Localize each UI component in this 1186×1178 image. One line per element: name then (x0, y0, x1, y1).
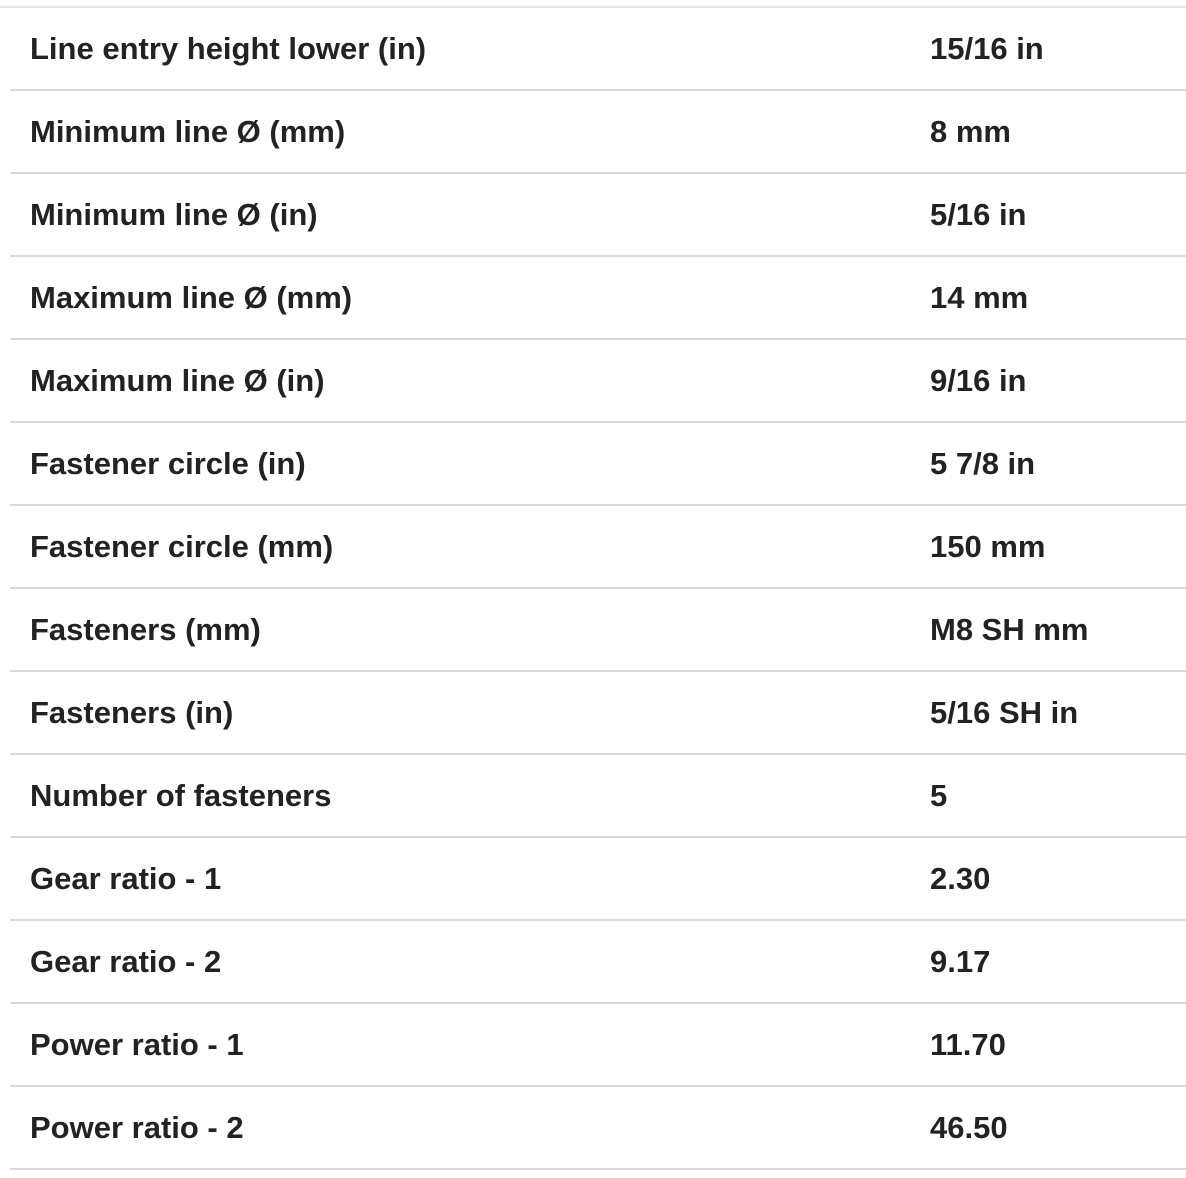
spec-label: Gear ratio - 1 (10, 837, 930, 920)
specifications-table (10, 8, 1186, 1170)
table-row (10, 90, 1186, 173)
spec-value: 11.70 (930, 1003, 1186, 1086)
spec-value: 15/16 in (930, 8, 1186, 90)
spec-label: Fastener circle (mm) (10, 505, 930, 588)
table-row (10, 339, 1186, 422)
spec-value: 5 (930, 754, 1186, 837)
spec-value: 14 mm (930, 256, 1186, 339)
table-row (10, 671, 1186, 754)
spec-label: Line entry height lower (in) (10, 8, 930, 90)
table-row (10, 1086, 1186, 1169)
table-row (10, 8, 1186, 90)
spec-value: 9/16 in (930, 339, 1186, 422)
table-row (10, 837, 1186, 920)
spec-label: Maximum line Ø (in) (10, 339, 930, 422)
spec-label: Fasteners (mm) (10, 588, 930, 671)
table-row (10, 1003, 1186, 1086)
spec-value: 46.50 (930, 1086, 1186, 1169)
table-row (10, 754, 1186, 837)
spec-value: 5 7/8 in (930, 422, 1186, 505)
spec-label: Power ratio - 1 (10, 1003, 930, 1086)
spec-value: 2.30 (930, 837, 1186, 920)
spec-value: 5/16 SH in (930, 671, 1186, 754)
spec-value: M8 SH mm (930, 588, 1186, 671)
spec-label: Minimum line Ø (in) (10, 173, 930, 256)
table-row (10, 173, 1186, 256)
spec-label: Power ratio - 2 (10, 1086, 930, 1169)
table-row (10, 588, 1186, 671)
spec-label: Gear ratio - 2 (10, 920, 930, 1003)
spec-label: Number of fasteners (10, 754, 930, 837)
spec-value: 150 mm (930, 505, 1186, 588)
table-row (10, 920, 1186, 1003)
spec-label: Minimum line Ø (mm) (10, 90, 930, 173)
spec-value: 9.17 (930, 920, 1186, 1003)
spec-label: Maximum line Ø (mm) (10, 256, 930, 339)
table-row (10, 256, 1186, 339)
spec-label: Fasteners (in) (10, 671, 930, 754)
table-row (10, 505, 1186, 588)
spec-label: Fastener circle (in) (10, 422, 930, 505)
spec-value: 5/16 in (930, 173, 1186, 256)
spec-value: 8 mm (930, 90, 1186, 173)
table-row (10, 422, 1186, 505)
